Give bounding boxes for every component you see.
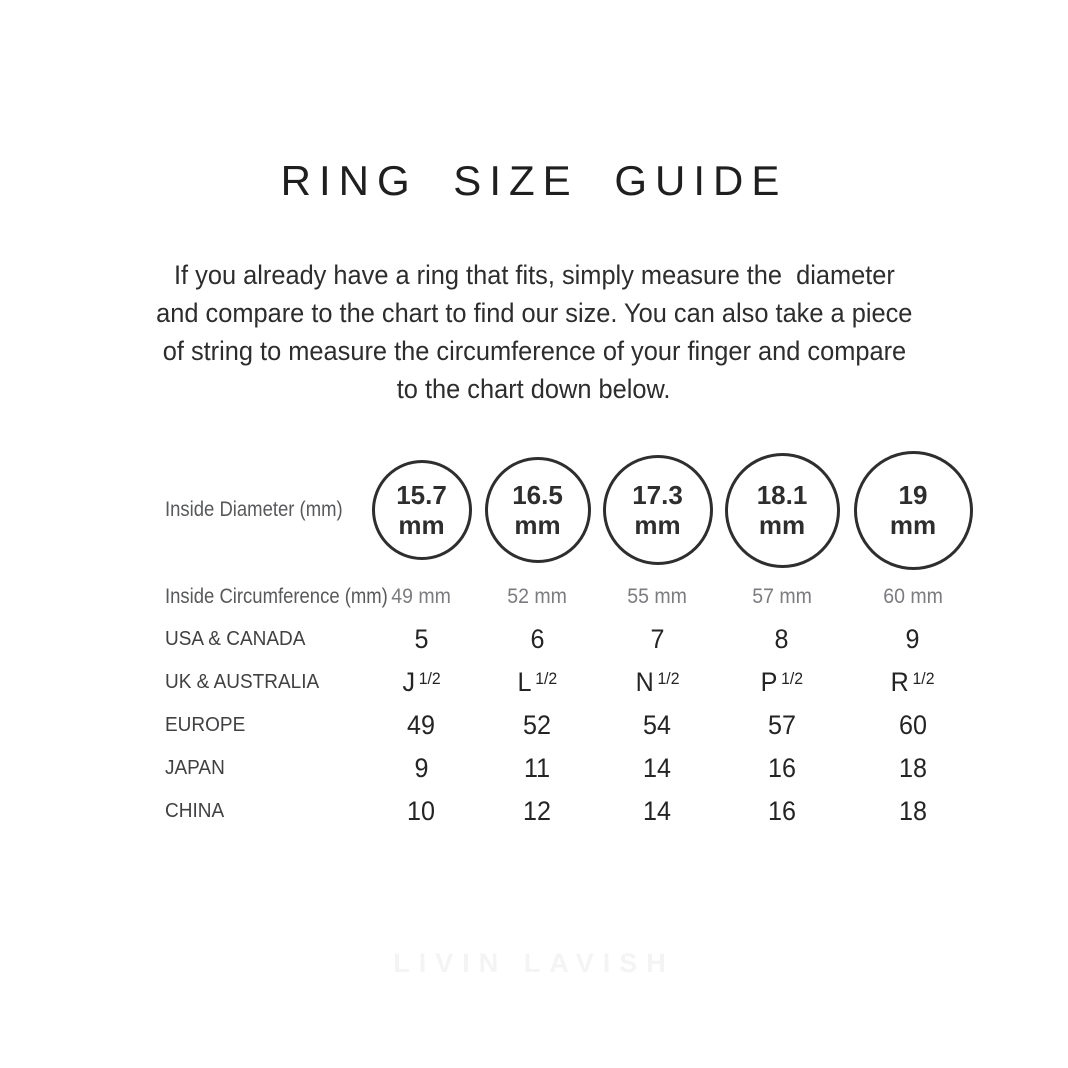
circle-diameter-unit: mm bbox=[634, 510, 681, 540]
size-row-label: EUROPE bbox=[165, 714, 246, 736]
size-fraction: 1/2 bbox=[657, 669, 680, 688]
ring-circle bbox=[485, 457, 591, 563]
size-value-cell: 57 mm bbox=[752, 584, 812, 608]
size-value-cell bbox=[718, 667, 846, 698]
size-value-cell bbox=[365, 667, 478, 698]
ring-circle bbox=[725, 453, 840, 568]
ring-circle-cell bbox=[846, 451, 980, 570]
size-row bbox=[165, 790, 980, 833]
size-value-cell: 14 bbox=[643, 753, 672, 783]
size-value-cell: 60 bbox=[899, 710, 927, 740]
size-row bbox=[165, 661, 980, 704]
circle-diameter-unit: mm bbox=[889, 510, 937, 540]
intro-line: If you already have a ring that fits, simply measure the diameter bbox=[173, 260, 895, 290]
size-value-cell: 11 bbox=[524, 753, 551, 783]
ring-size-chart bbox=[165, 445, 980, 833]
size-value-cell: 18 bbox=[899, 796, 927, 826]
intro-paragraph bbox=[0, 256, 1068, 408]
circle-diameter-value: 19 bbox=[898, 480, 928, 510]
size-value-cell: 10 bbox=[407, 796, 436, 826]
size-fraction: 1/2 bbox=[781, 669, 804, 688]
size-value-cell: 7 bbox=[650, 624, 665, 654]
size-value-cell: 14 bbox=[643, 796, 672, 826]
ring-circle bbox=[854, 451, 973, 570]
size-value-cell: 52 bbox=[523, 710, 552, 740]
circle-diameter-value: 15.7 bbox=[396, 480, 447, 510]
circle-diameter-value: 17.3 bbox=[632, 480, 683, 510]
size-letter: L bbox=[517, 667, 532, 697]
size-value-cell: 9 bbox=[414, 753, 429, 783]
size-letter: P bbox=[760, 667, 778, 697]
size-value-cell: 18 bbox=[899, 753, 927, 783]
size-value-cell: 49 bbox=[407, 710, 436, 740]
size-value-cell: 9 bbox=[906, 624, 920, 654]
size-value-cell: 60 mm bbox=[883, 584, 943, 608]
size-value-cell bbox=[597, 667, 718, 698]
circle-diameter-unit: mm bbox=[758, 510, 806, 540]
size-value-cell: 5 bbox=[414, 624, 429, 654]
circle-diameter-unit: mm bbox=[514, 510, 561, 540]
ring-circle-cell bbox=[478, 457, 597, 563]
size-value-cell: 12 bbox=[523, 796, 552, 826]
size-letter: N bbox=[635, 667, 654, 697]
size-row bbox=[165, 747, 980, 790]
size-value-cell: 52 mm bbox=[507, 584, 568, 608]
circle-diameter-unit: mm bbox=[398, 510, 445, 540]
brand-watermark: LIVIN LAVISH bbox=[393, 948, 675, 978]
ring-circle-cell bbox=[365, 460, 478, 560]
size-row bbox=[165, 618, 980, 661]
size-value-cell: 16 bbox=[768, 796, 796, 826]
ring-circle bbox=[372, 460, 472, 560]
size-value-cell bbox=[846, 667, 980, 698]
size-value-cell bbox=[478, 667, 597, 698]
size-value-cell: 6 bbox=[530, 624, 545, 654]
size-value-cell: 16 bbox=[768, 753, 796, 783]
size-fraction: 1/2 bbox=[418, 669, 441, 688]
size-row-label: UK & AUSTRALIA bbox=[165, 671, 320, 693]
size-letter: J bbox=[402, 667, 415, 697]
size-letter: R bbox=[891, 667, 910, 697]
size-row-label: USA & CANADA bbox=[165, 628, 306, 650]
size-value-cell: 54 bbox=[643, 710, 672, 740]
size-value-cell: 57 bbox=[768, 710, 796, 740]
ring-circle bbox=[603, 455, 713, 565]
size-value-cell: 55 mm bbox=[627, 584, 688, 608]
intro-line: and compare to the chart to find our size. You can also take a piece bbox=[155, 298, 913, 328]
page-title: RING SIZE GUIDE bbox=[280, 157, 788, 204]
diameter-row bbox=[165, 445, 980, 575]
size-value-cell: 49 mm bbox=[391, 584, 452, 608]
ring-circle-cell bbox=[597, 455, 718, 565]
intro-line: to the chart down below. bbox=[397, 374, 671, 404]
size-row bbox=[165, 704, 980, 747]
size-fraction: 1/2 bbox=[535, 669, 558, 688]
diameter-row-label: Inside Diameter (mm) bbox=[165, 498, 343, 521]
size-fraction: 1/2 bbox=[912, 669, 935, 688]
circle-diameter-value: 16.5 bbox=[512, 480, 563, 510]
size-row bbox=[165, 575, 980, 618]
size-row-label: CHINA bbox=[165, 800, 225, 822]
circle-diameter-value: 18.1 bbox=[756, 480, 808, 510]
intro-line: of string to measure the circumference of your finger and compare bbox=[162, 336, 906, 366]
size-row-label: JAPAN bbox=[165, 757, 225, 779]
size-row-label: Inside Circumference (mm) bbox=[165, 584, 388, 608]
size-value-cell: 8 bbox=[775, 624, 789, 654]
ring-circle-cell bbox=[718, 453, 846, 568]
